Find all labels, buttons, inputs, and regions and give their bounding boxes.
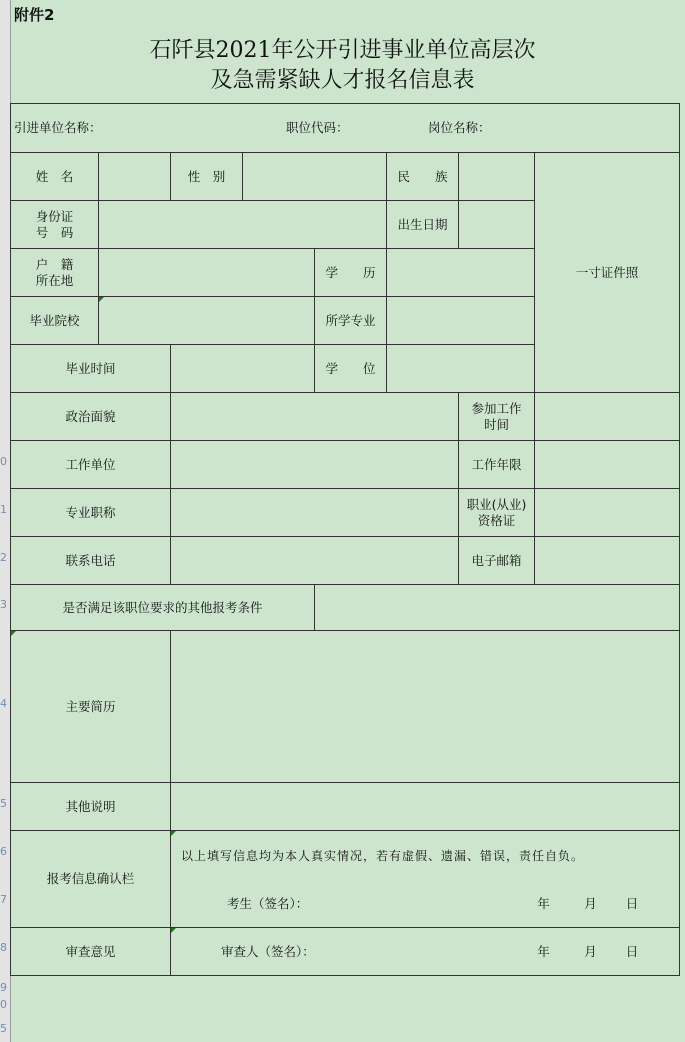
unit-name-label: 引进单位名称： (14, 120, 102, 135)
email-field[interactable] (535, 537, 680, 585)
birth-date-label: 出生日期 (387, 201, 459, 249)
hukou-label: 户 籍 所在地 (11, 249, 99, 297)
education-field[interactable] (387, 249, 535, 297)
qualification-field[interactable] (535, 489, 680, 537)
page-title-line2: 及急需紧缺人才报名信息表 (210, 68, 475, 93)
day-label: 日 (625, 896, 639, 911)
row-number: 9 (0, 981, 7, 994)
work-start-field[interactable] (535, 393, 680, 441)
row-number: 6 (0, 845, 7, 858)
year-label: 年 (537, 896, 550, 911)
row-number: 7 (0, 893, 7, 906)
birth-date-field[interactable] (459, 201, 535, 249)
resume-field[interactable] (171, 631, 680, 783)
phone-field[interactable] (171, 537, 459, 585)
political-label: 政治面貌 (11, 393, 171, 441)
year-label: 年 (537, 943, 550, 959)
name-field[interactable] (99, 153, 171, 201)
education-label: 学 历 (315, 249, 387, 297)
month-label: 月 (584, 943, 597, 959)
ethnicity-field[interactable] (459, 153, 535, 201)
conditions-label: 是否满足该职位要求的其他报考条件 (11, 585, 315, 631)
phone-label: 联系电话 (11, 537, 171, 585)
email-label: 电子邮箱 (459, 537, 535, 585)
photo-cell[interactable]: 一寸证件照 (535, 153, 680, 393)
header-row (11, 104, 680, 153)
major-field[interactable] (387, 297, 535, 345)
row-number: 0 (0, 455, 7, 468)
registration-form-table (10, 103, 680, 976)
other-label: 其他说明 (11, 783, 171, 831)
political-field[interactable] (171, 393, 459, 441)
work-unit-field[interactable] (171, 441, 459, 489)
degree-field[interactable] (387, 345, 535, 393)
hukou-field[interactable] (99, 249, 315, 297)
school-field[interactable] (99, 297, 315, 345)
other-field[interactable] (171, 783, 680, 831)
id-card-label: 身份证 号 码 (11, 201, 99, 249)
work-start-label: 参加工作 时间 (459, 393, 535, 441)
work-years-field[interactable] (535, 441, 680, 489)
conditions-field[interactable] (315, 585, 680, 631)
resume-label: 主要简历 (11, 631, 171, 783)
grad-time-field[interactable] (171, 345, 315, 393)
ethnicity-label: 民 族 (387, 153, 459, 201)
row-number: 5 (0, 797, 7, 810)
annex-label: 附件2 (14, 6, 55, 24)
name-label: 姓 名 (11, 153, 99, 201)
row-number: 2 (0, 551, 7, 564)
review-label: 审查意见 (11, 928, 171, 976)
row-number: 5 (0, 1022, 7, 1035)
page-title-line1: 石阡县2021年公开引进事业单位高层次 (149, 38, 536, 63)
work-unit-label: 工作单位 (11, 441, 171, 489)
title-field[interactable] (171, 489, 459, 537)
applicant-sign-label: 考生（签名）： (227, 896, 309, 911)
position-name-label: 岗位名称： (428, 120, 491, 135)
position-code-label: 职位代码： (286, 120, 349, 135)
day-label: 日 (625, 943, 639, 959)
row-number: 8 (0, 941, 7, 954)
confirm-label: 报考信息确认栏 (11, 831, 171, 928)
row-number: 0 (0, 998, 7, 1011)
gender-label: 性 别 (171, 153, 243, 201)
major-label: 所学专业 (315, 297, 387, 345)
confirm-statement: 以上填写信息均为本人真实情况，若有虚假、遗漏、错误，责任自负。 (181, 849, 585, 863)
work-years-label: 工作年限 (459, 441, 535, 489)
row-number: 1 (0, 503, 7, 516)
month-label: 月 (584, 896, 597, 911)
gender-field[interactable] (243, 153, 387, 201)
school-label: 毕业院校 (11, 297, 99, 345)
qualification-label: 职业(从业) 资格证 (459, 489, 535, 537)
degree-label: 学 位 (315, 345, 387, 393)
reviewer-sign-label: 审查人（签名）： (221, 943, 315, 959)
grad-time-label: 毕业时间 (11, 345, 171, 393)
title-label: 专业职称 (11, 489, 171, 537)
review-cell[interactable] (171, 928, 680, 976)
row-number: 3 (0, 598, 7, 611)
id-card-field[interactable] (99, 201, 387, 249)
confirm-cell[interactable] (171, 831, 680, 928)
row-number: 4 (0, 697, 7, 710)
